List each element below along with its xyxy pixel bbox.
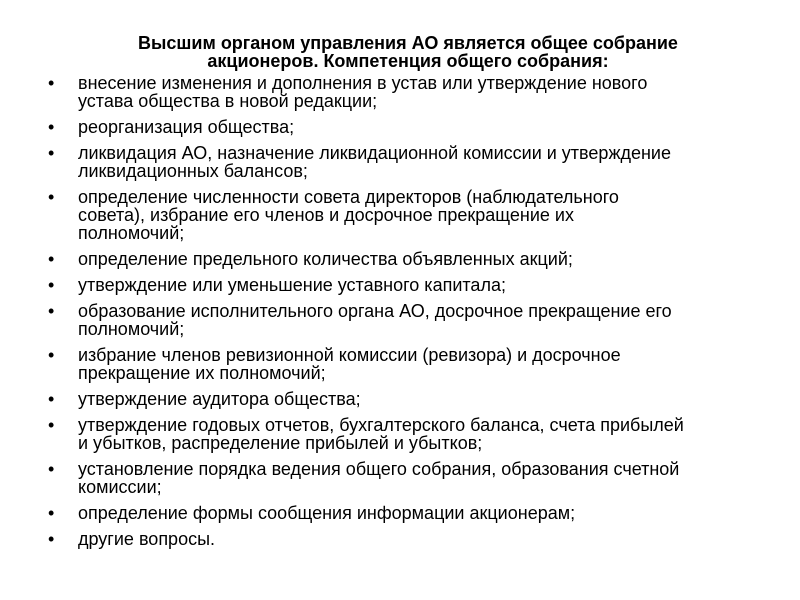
list-item-line: определение формы сообщения информации акционерам; <box>78 503 576 523</box>
list-item-line: внесение изменения и дополнения в устав или утверждение нового <box>78 73 648 93</box>
list-item-line: прекращение их полномочий; <box>78 363 326 383</box>
list-item <box>48 144 753 180</box>
competence-list <box>48 74 753 556</box>
list-item-line: полномочий; <box>78 223 185 243</box>
bullet-icon: • <box>48 249 55 269</box>
list-item <box>48 188 753 242</box>
list-item <box>48 302 753 338</box>
bullet-icon: • <box>48 345 55 365</box>
bullet-icon: • <box>48 187 55 207</box>
list-item-line: полномочий; <box>78 319 185 339</box>
list-item-line: совета), избрание его членов и досрочное прекращение их <box>78 205 574 225</box>
list-item-line: ликвидация АО, назначение ликвидационной комиссии и утверждение <box>78 143 671 163</box>
list-item-line: утверждение аудитора общества; <box>78 389 361 409</box>
bullet-icon: • <box>48 503 55 523</box>
list-item-line: ликвидационных балансов; <box>78 161 308 181</box>
bullet-icon: • <box>48 415 55 435</box>
list-item-line: избрание членов ревизионной комиссии (ревизора) и досрочное <box>78 345 621 365</box>
title-line: акционеров. Компетенция общего собрания: <box>207 51 609 71</box>
bullet-icon: • <box>48 73 55 93</box>
list-item <box>48 74 753 110</box>
list-item-line: определение предельного количества объявленных акций; <box>78 249 573 269</box>
list-item <box>48 250 753 268</box>
list-item <box>48 416 753 452</box>
list-item-line: утверждение годовых отчетов, бухгалтерского баланса, счета прибылей <box>78 415 684 435</box>
bullet-icon: • <box>48 275 55 295</box>
list-item-line: устава общества в новой редакции; <box>78 91 378 111</box>
list-item-line: реорганизация общества; <box>78 117 295 137</box>
list-item <box>48 118 753 136</box>
list-item <box>48 346 753 382</box>
list-item <box>48 390 753 408</box>
list-item <box>48 276 753 294</box>
bullet-icon: • <box>48 389 55 409</box>
list-item-line: установление порядка ведения общего собрания, образования счетной <box>78 459 680 479</box>
list-item-line: комиссии; <box>78 477 162 497</box>
bullet-icon: • <box>48 143 55 163</box>
list-item-line: образование исполнительного органа АО, досрочное прекращение его <box>78 301 672 321</box>
title-line: Высшим органом управления АО является общее собрание <box>138 33 678 53</box>
bullet-icon: • <box>48 301 55 321</box>
bullet-icon: • <box>48 459 55 479</box>
list-item-line: определение численности совета директоров (наблюдательного <box>78 187 619 207</box>
list-item-line: другие вопросы. <box>78 529 216 549</box>
list-item-line: утверждение или уменьшение уставного капитала; <box>78 275 506 295</box>
list-item-line: и убытков, распределение прибылей и убытков; <box>78 433 483 453</box>
bullet-icon: • <box>48 529 55 549</box>
list-item <box>48 460 753 496</box>
list-item <box>48 504 753 522</box>
slide-title <box>48 34 768 70</box>
list-item <box>48 530 753 548</box>
bullet-icon: • <box>48 117 55 137</box>
